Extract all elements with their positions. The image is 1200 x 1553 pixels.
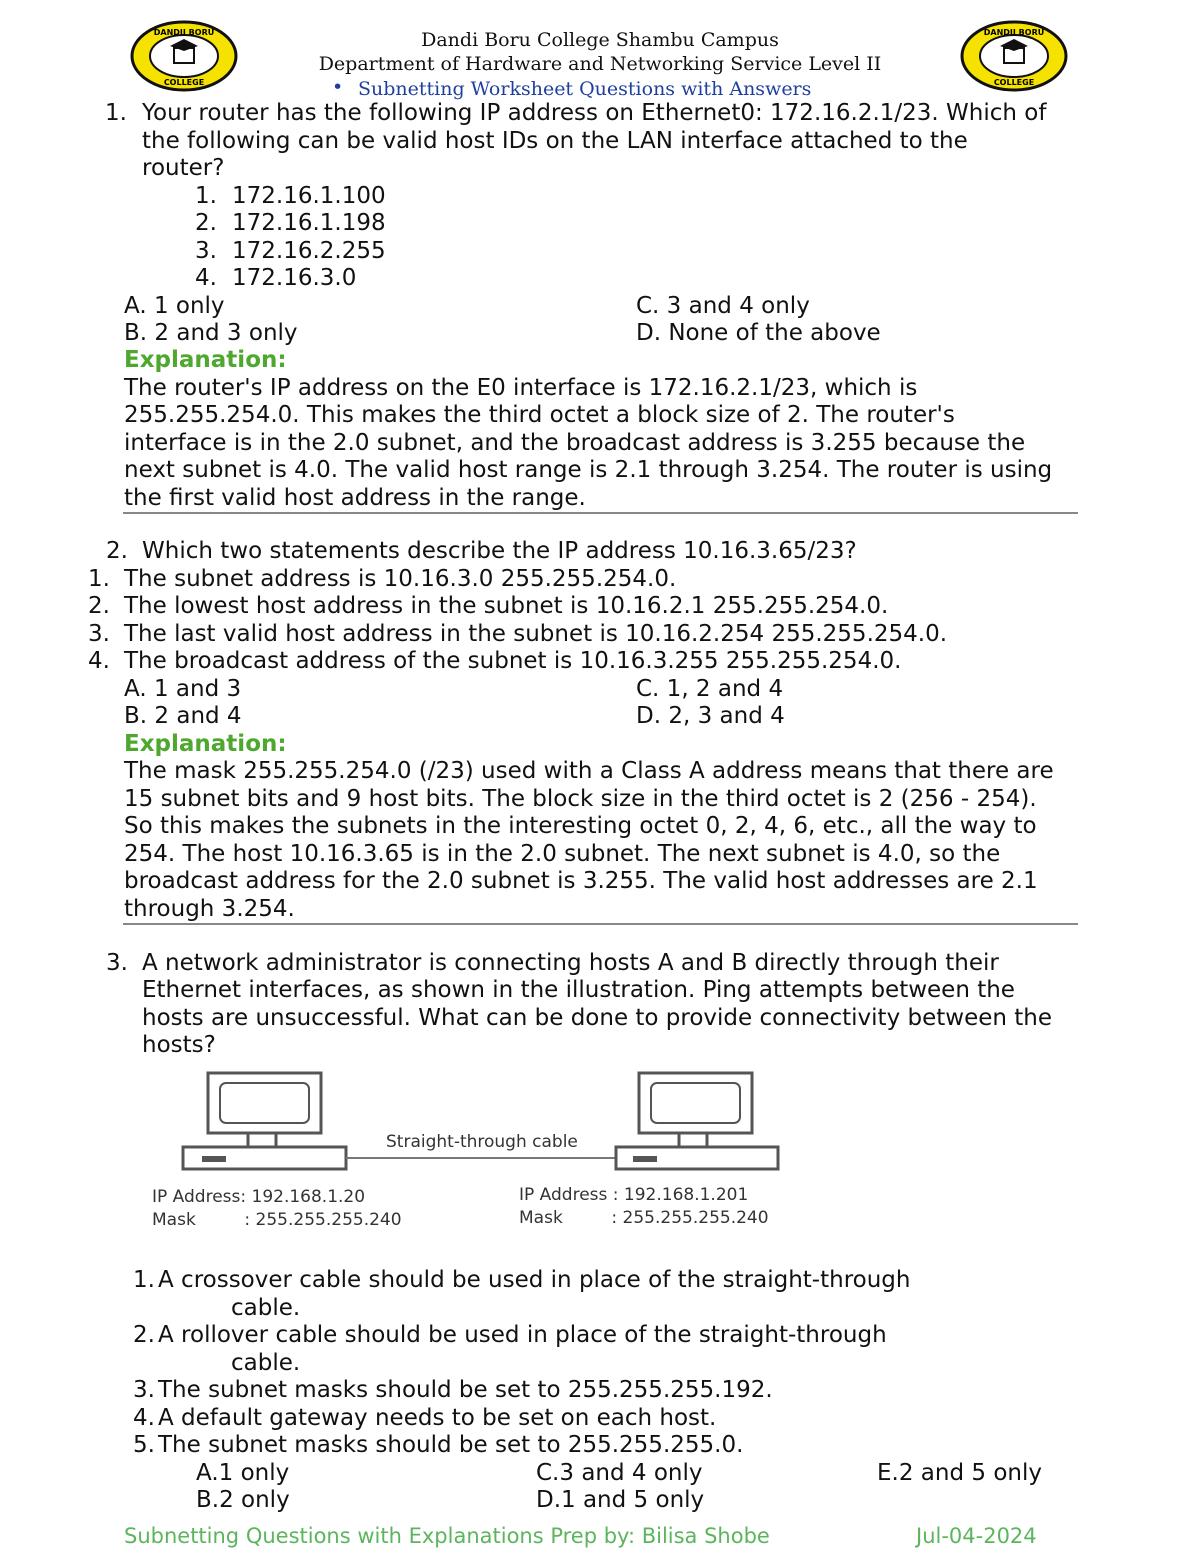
- svg-text:COLLEGE: COLLEGE: [163, 78, 205, 87]
- q1-explanation-line: interface is in the 2.0 subnet, and the broadcast address is 3.255 because the: [124, 430, 1026, 456]
- footer-date: Jul-04-2024: [916, 1524, 1037, 1548]
- q1-explanation-line: 255.255.254.0. This makes the third octet a block size of 2. The router's: [124, 402, 955, 428]
- department-name: Department of Hardware and Networking Service Level II: [318, 53, 882, 75]
- q1-explanation-line: next subnet is 4.0. The valid host range is 2.1 through 3.254. The router is using: [124, 457, 1053, 483]
- q2-item-number: 1.: [88, 566, 110, 592]
- q3-line-2: Ethernet interfaces, as shown in the illustration. Ping attempts between the: [142, 977, 1015, 1003]
- q1-explanation-line: The router's IP address on the E0 interface is 172.16.2.1/23, which is: [124, 375, 918, 401]
- subtitle-bullet: •: [332, 76, 344, 98]
- q3-number: 3.: [106, 950, 128, 976]
- q2-text: Which two statements describe the IP address 10.16.3.65/23?: [142, 538, 857, 564]
- q3-item-number: 2.: [133, 1322, 155, 1348]
- q2-choice-d: D. 2, 3 and 4: [636, 703, 785, 729]
- q3-line-3: hosts are unsuccessful. What can be done to provide connectivity between the: [142, 1005, 1053, 1031]
- q2-item-number: 2.: [88, 593, 110, 619]
- q2-explanation-label: Explanation:: [124, 731, 287, 757]
- q3-choice-b: B.2 only: [196, 1487, 290, 1513]
- q1-item-text: 172.16.1.198: [232, 210, 386, 236]
- host-a-computer-icon: [183, 1073, 346, 1169]
- q1-choice-a: A. 1 only: [124, 293, 225, 319]
- college-name: Dandi Boru College Shambu Campus: [421, 29, 779, 51]
- q3-choice-c: C.3 and 4 only: [536, 1460, 703, 1486]
- q2-choice-a: A. 1 and 3: [124, 676, 242, 702]
- q1-item-number: 3.: [195, 238, 217, 264]
- section-divider: [123, 923, 1078, 925]
- q3-line-1: A network administrator is connecting hosts A and B directly through their: [142, 950, 999, 976]
- footer-left: Subnetting Questions with Explanations Prep by: Bilisa Shobe: [124, 1524, 770, 1548]
- host-b-ip: IP Address : 192.168.1.201: [519, 1185, 749, 1205]
- q1-explanation-line: the first valid host address in the range.: [124, 485, 586, 511]
- q2-choice-c: C. 1, 2 and 4: [636, 676, 784, 702]
- q2-item-number: 3.: [88, 621, 110, 647]
- q1-choice-d: D. None of the above: [636, 320, 881, 346]
- q1-explanation-label: Explanation:: [124, 347, 287, 373]
- q2-explanation-line: So this makes the subnets in the interesting octet 0, 2, 4, 6, etc., all the way to: [124, 813, 1037, 839]
- q3-item-text: A rollover cable should be used in place of the straight-through: [158, 1322, 887, 1348]
- q2-item-text: The last valid host address in the subnet is 10.16.2.254 255.255.254.0.: [124, 621, 948, 647]
- q1-item-text: 172.16.2.255: [232, 238, 386, 264]
- q1-choice-b: B. 2 and 3 only: [124, 320, 298, 346]
- host-b-mask: Mask : 255.255.255.240: [519, 1208, 769, 1228]
- q2-choice-b: B. 2 and 4: [124, 703, 242, 729]
- q3-item-number: 5.: [133, 1432, 155, 1458]
- q3-item-continuation: cable.: [231, 1350, 301, 1376]
- q2-item-text: The lowest host address in the subnet is 10.16.2.1 255.255.254.0.: [124, 593, 889, 619]
- q2-number: 2.: [106, 538, 128, 564]
- q1-line-3: router?: [142, 155, 225, 181]
- host-a-ip: IP Address: 192.168.1.20: [152, 1187, 366, 1207]
- svg-text:DANDII BORU: DANDII BORU: [153, 28, 215, 37]
- q1-item-number: 4.: [195, 265, 217, 291]
- q2-item-number: 4.: [88, 648, 110, 674]
- q3-choice-d: D.1 and 5 only: [536, 1487, 705, 1513]
- q2-explanation-line: through 3.254.: [124, 896, 295, 922]
- worksheet-subtitle: Subnetting Worksheet Questions with Answers: [358, 78, 812, 100]
- q1-item-text: 172.16.3.0: [232, 265, 357, 291]
- q1-number: 1.: [105, 100, 127, 126]
- q3-item-number: 1.: [133, 1267, 155, 1293]
- cable-label: Straight-through cable: [386, 1132, 578, 1152]
- q3-item-text: A crossover cable should be used in place of the straight-through: [158, 1267, 911, 1293]
- q3-item-number: 4.: [133, 1405, 155, 1431]
- q1-item-text: 172.16.1.100: [232, 183, 386, 209]
- host-b-computer-icon: [616, 1073, 778, 1169]
- q3-line-4: hosts?: [142, 1032, 216, 1058]
- q3-item-text: A default gateway needs to be set on each host.: [158, 1405, 717, 1431]
- q2-item-text: The broadcast address of the subnet is 10.16.3.255 255.255.254.0.: [124, 648, 902, 674]
- q1-line-2: the following can be valid host IDs on the LAN interface attached to the: [142, 128, 968, 154]
- q1-item-number: 2.: [195, 210, 217, 236]
- host-a-mask: Mask : 255.255.255.240: [152, 1210, 402, 1230]
- svg-text:DANDII BORU: DANDII BORU: [983, 28, 1045, 37]
- q3-item-text: The subnet masks should be set to 255.255.255.0.: [158, 1432, 744, 1458]
- q1-choice-c: C. 3 and 4 only: [636, 293, 810, 319]
- q2-explanation-line: 15 subnet bits and 9 host bits. The block size in the third octet is 2 (256 - 254).: [124, 786, 1037, 812]
- q3-item-number: 3.: [133, 1377, 155, 1403]
- q2-explanation-line: The mask 255.255.254.0 (/23) used with a Class A address means that there are: [124, 758, 1054, 784]
- hosts-illustration: [150, 1065, 810, 1175]
- q2-explanation-line: broadcast address for the 2.0 subnet is 3.255. The valid host addresses are 2.1: [124, 868, 1038, 894]
- q2-explanation-line: 254. The host 10.16.3.65 is in the 2.0 subnet. The next subnet is 4.0, so the: [124, 841, 1001, 867]
- network-diagram: [150, 1065, 810, 1235]
- q3-item-text: The subnet masks should be set to 255.255.255.192.: [158, 1377, 773, 1403]
- q1-line-1: Your router has the following IP address on Ethernet0: 172.16.2.1/23. Which of: [142, 100, 1047, 126]
- q3-choice-a: A.1 only: [196, 1460, 290, 1486]
- svg-text:COLLEGE: COLLEGE: [993, 78, 1035, 87]
- q1-item-number: 1.: [195, 183, 217, 209]
- section-divider: [123, 512, 1078, 514]
- q3-choice-e: E.2 and 5 only: [877, 1460, 1042, 1486]
- q2-item-text: The subnet address is 10.16.3.0 255.255.254.0.: [124, 566, 677, 592]
- q3-item-continuation: cable.: [231, 1295, 301, 1321]
